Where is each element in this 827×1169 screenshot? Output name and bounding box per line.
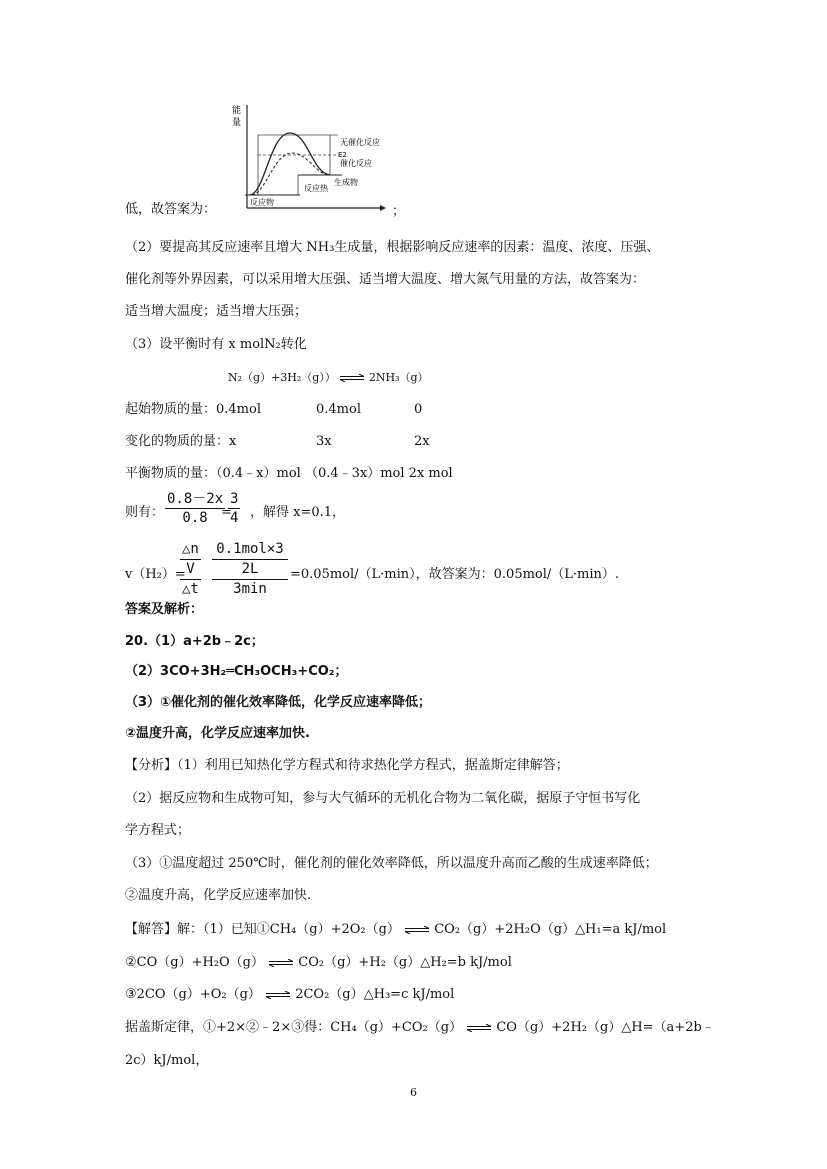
p2-line1: （2）要提高其反应速率且增大 NH₃生成量，根据影响反应速率的因素：温度、浓度、压强、 [125, 240, 660, 255]
solve-line: ，解得 x=0.1， [250, 505, 346, 520]
fraction-v-left [180, 540, 201, 599]
num-top: 0.1mol×3 [212, 540, 288, 560]
equation-right: 2NH₃（g） [368, 371, 429, 384]
q20-part3b: ②温度升高，化学反应速率加快. [125, 726, 310, 741]
analysis-line5: ②温度升高，化学反应速率加快. [125, 888, 312, 903]
analysis-line3: 学方程式； [125, 823, 191, 838]
page-number: 6 [410, 1086, 417, 1099]
p2-line3: 适当增大温度；适当增大压强； [125, 304, 308, 319]
solution-line5: 2c）kJ/mol， [125, 1053, 209, 1068]
initial-nh3: 0 [414, 402, 423, 417]
low-answer-suffix: ； [392, 204, 406, 219]
label-products: 生成物 [334, 178, 358, 187]
fraction-1 [165, 490, 225, 527]
reversible-arrow [466, 1024, 492, 1032]
y-axis-label: 能 [232, 106, 242, 116]
change-label: 变化的物质的量：x [125, 434, 237, 449]
low-answer-prefix: 低，故答案为： [125, 202, 217, 217]
solution-line3: ③2CO（g）+O₂（g） 2CO₂（g）△H₃=c kJ/mol [125, 987, 455, 1002]
answer-heading: 答案及解析： [125, 602, 204, 617]
fraction-2-numerator: 3 [230, 491, 239, 507]
q20-part2: （2）3CO+3H₂═CH₃OCH₃+CO₂； [125, 664, 348, 679]
q20-part1: 20.（1）a+2b﹣2c； [125, 634, 264, 649]
reversible-arrow [404, 926, 430, 934]
solution-line1: 【解答】解：（1）已知①CH₄（g）+2O₂（g） CO₂（g）+2H₂O（g）△H₁=a kJ/mol [125, 922, 667, 937]
equation-left: N₂（g）+3H₂（g）） [228, 371, 336, 384]
initial-h2: 0.4mol [316, 402, 361, 417]
q20-part3: （3）①催化剂的催化效率降低，化学反应速率降低； [125, 695, 432, 710]
fraction-2 [228, 490, 240, 527]
change-h2: 3x [316, 434, 332, 449]
label-reaction-heat: 反应热 [304, 184, 328, 193]
label-reactants: 反应物 [250, 198, 274, 207]
reversible-arrow [339, 374, 365, 382]
analysis-line1: 【分析】（1）利用已知热化学方程式和待求热化学方程式，据盖斯定律解答； [125, 758, 569, 773]
v-prefix: v（H₂）= [125, 567, 186, 582]
change-nh3: 2x [414, 434, 430, 449]
v-result: =0.05mol/（L·min），故答案为：0.05mol/（L·min）. [290, 567, 620, 582]
num-bot: 3min [233, 581, 267, 597]
eq-sign: = [221, 505, 232, 520]
delta-t: △t [182, 581, 199, 597]
num-mid: 2L [212, 560, 288, 580]
label-no-catalyst: 无催化反应 [340, 138, 380, 147]
reversible-arrow [265, 991, 291, 999]
p2-line2: 催化剂等外界因素，可以采用增大压强、适当增大温度、增大氮气用量的方法，故答案为： [125, 272, 646, 287]
analysis-line2: （2）据反应物和生成物可知，参与大气循环的无机化合物为二氧化碳，据原子守恒书写化 [125, 791, 641, 806]
fraction-1-denominator: 0.8 [182, 510, 208, 526]
fraction-1-numerator: 0.8－2x [167, 491, 224, 507]
fraction-v-right [212, 540, 288, 599]
equilibrium-line: 平衡物质的量：（0.4﹣x）mol （0.4﹣3x）mol 2x mol [125, 466, 453, 481]
analysis-line4: （3）①温度超过 250℃时，催化剂的催化效率降低，所以温度升高而乙酸的生成速率降低； [125, 856, 658, 871]
volume: V [180, 560, 201, 580]
reversible-arrow [268, 959, 294, 967]
initial-label: 起始物质的量：0.4mol [125, 402, 261, 417]
then-prefix: 则有： [125, 505, 165, 520]
energy-diagram [230, 103, 390, 213]
delta-n: △n [180, 540, 201, 560]
label-e2: E2 [338, 151, 347, 159]
label-catalyst: 催化反应 [340, 159, 372, 168]
solution-line2: ②CO（g）+H₂O（g） CO₂（g）+H₂（g）△H₂=b kJ/mol [125, 955, 512, 970]
solution-line4: 据盖斯定律，①+2×②﹣2×③得：CH₄（g）+CO₂（g） CO（g）+2H₂（g）△H=（a+2b﹣ [125, 1020, 715, 1035]
p3-line1: （3）设平衡时有 x molN₂转化 [125, 337, 307, 352]
y-axis-label-2: 量 [232, 118, 242, 128]
fraction-2-denominator: 4 [230, 510, 239, 526]
x-axis-arrow [380, 205, 386, 211]
